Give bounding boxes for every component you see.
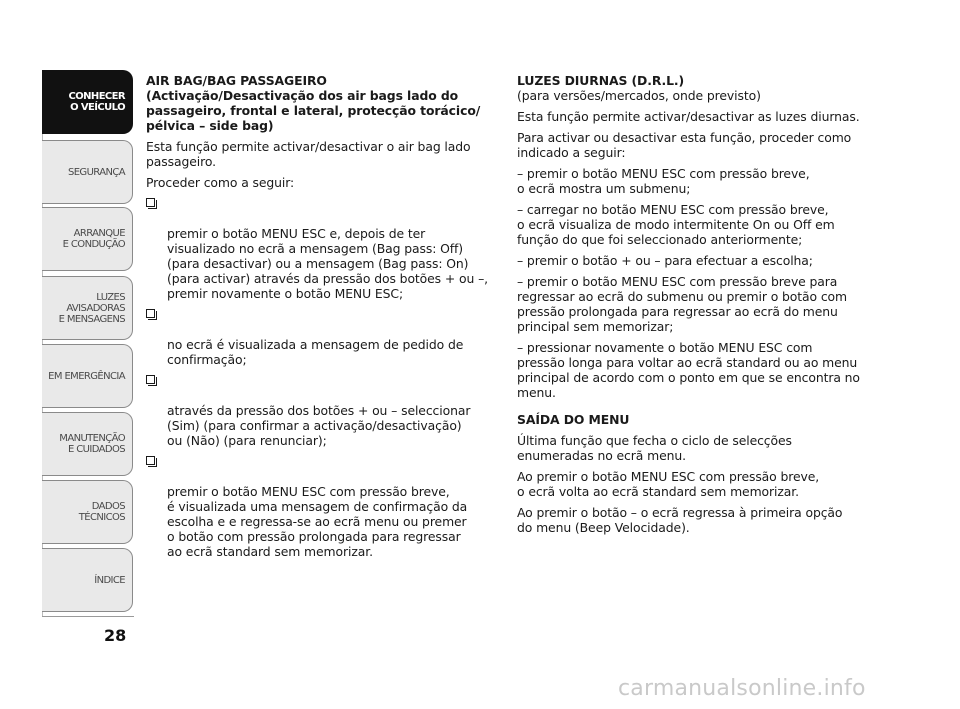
watermark: carmanualsonline.info (618, 676, 866, 701)
airbag-heading: AIR BAG/BAG PASSAGEIRO (Activação/Desactivação dos air bags lado do passageiro, frontal e lateral, protecção torácico/ pélvica – side bag) (146, 73, 481, 133)
drl-paragraph: – premir o botão MENU ESC com pressão breve para regressar ao ecrã do submenu ou premir o botão com pressão prolongada para regressar ao ecrã do menu principal sem memorizar; (517, 274, 847, 334)
checkbox-bullet-icon (146, 198, 155, 207)
page-number: 28 (104, 626, 127, 645)
drl-paragraph: – premir o botão + ou – para efectuar a escolha; (517, 253, 813, 268)
tab-em-emergencia[interactable] (42, 344, 133, 408)
tab-dados-tecnicos[interactable] (42, 480, 133, 544)
drl-paragraph: Para activar ou desactivar esta função, proceder como indicado a seguir: (517, 130, 852, 160)
tab-luzes-avisadoras[interactable] (42, 276, 133, 340)
tab-label: LUZES AVISADORAS E MENSAGENS (58, 291, 125, 325)
tab-conhecer-o-veiculo[interactable] (42, 70, 133, 134)
drl-heading: LUZES DIURNAS (D.R.L.) (517, 73, 685, 88)
bullet-text: no ecrã é visualizada a mensagem de pedido de confirmação; (167, 337, 464, 367)
drl-paragraph: – pressionar novamente o botão MENU ESC com pressão longa para voltar ao ecrã standard ou ao menu principal de acordo com o ponto em que se encontra no menu. (517, 340, 860, 400)
checkbox-bullet-icon (146, 456, 155, 465)
tab-indice[interactable] (42, 548, 133, 612)
drl-paragraph: – premir o botão MENU ESC com pressão breve, o ecrã mostra um submenu; (517, 166, 810, 196)
menu-exit-paragraph: Última função que fecha o ciclo de selecções enumeradas no ecrã menu. (517, 433, 792, 463)
tab-manutencao-e-cuidados[interactable] (42, 412, 133, 476)
bullet-text: premir o botão MENU ESC e, depois de ter visualizado no ecrã a mensagem (Bag pass: Off) (para desactivar) ou a mensagem (Bag pass: On) (para activar) através da pressão dos botões + ou –, premir novamente o botão MENU ESC; (167, 226, 489, 301)
tab-label: ÍNDICE (94, 574, 125, 586)
bullet-text: através da pressão dos botões + ou – seleccionar (Sim) (para confirmar a activação/desactivação) ou (Não) (para renunciar); (167, 403, 471, 448)
menu-exit-paragraph: Ao premir o botão – o ecrã regressa à primeira opção do menu (Beep Velocidade). (517, 505, 843, 535)
tab-arranque-e-conducao[interactable] (42, 207, 133, 271)
tab-label: DADOS TÉCNICOS (78, 501, 125, 523)
right-column (517, 73, 867, 541)
bullet-text: premir o botão MENU ESC com pressão breve, é visualizada uma mensagem de confirmação da escolha e e regressa-se ao ecrã menu ou premer o botão com pressão prolongada para regressar ao ecrã standard sem memorizar. (167, 484, 468, 559)
drl-subheading: (para versões/mercados, onde previsto) (517, 88, 761, 103)
tab-seguranca[interactable] (42, 140, 133, 204)
left-column (146, 73, 491, 565)
drl-paragraph: – carregar no botão MENU ESC com pressão breve, o ecrã visualiza de modo intermitente On ou Off em função do que foi seleccionado anteriormente; (517, 202, 835, 247)
tab-label: MANUTENÇÃO E CUIDADOS (59, 433, 125, 455)
tab-label: EM EMERGÊNCIA (48, 370, 125, 382)
menu-exit-heading: SAÍDA DO MENU (517, 412, 630, 427)
bullet-item (146, 196, 491, 301)
bullet-item (146, 307, 491, 367)
menu-exit-paragraph: Ao premir o botão MENU ESC com pressão breve, o ecrã volta ao ecrã standard sem memorizar. (517, 469, 820, 499)
tab-label: CONHECER O VEÍCULO (68, 91, 125, 113)
tab-label: ARRANQUE E CONDUÇÃO (62, 228, 125, 250)
tab-label: SEGURANÇA (67, 166, 125, 178)
bullet-item (146, 373, 491, 448)
bullet-item (146, 454, 491, 559)
checkbox-bullet-icon (146, 375, 155, 384)
airbag-intro: Esta função permite activar/desactivar o air bag lado passageiro. (146, 139, 471, 169)
drl-paragraph: Esta função permite activar/desactivar as luzes diurnas. (517, 109, 860, 124)
airbag-proceed: Proceder como a seguir: (146, 175, 295, 190)
sidebar-bottom-rule (42, 616, 134, 617)
checkbox-bullet-icon (146, 309, 155, 318)
